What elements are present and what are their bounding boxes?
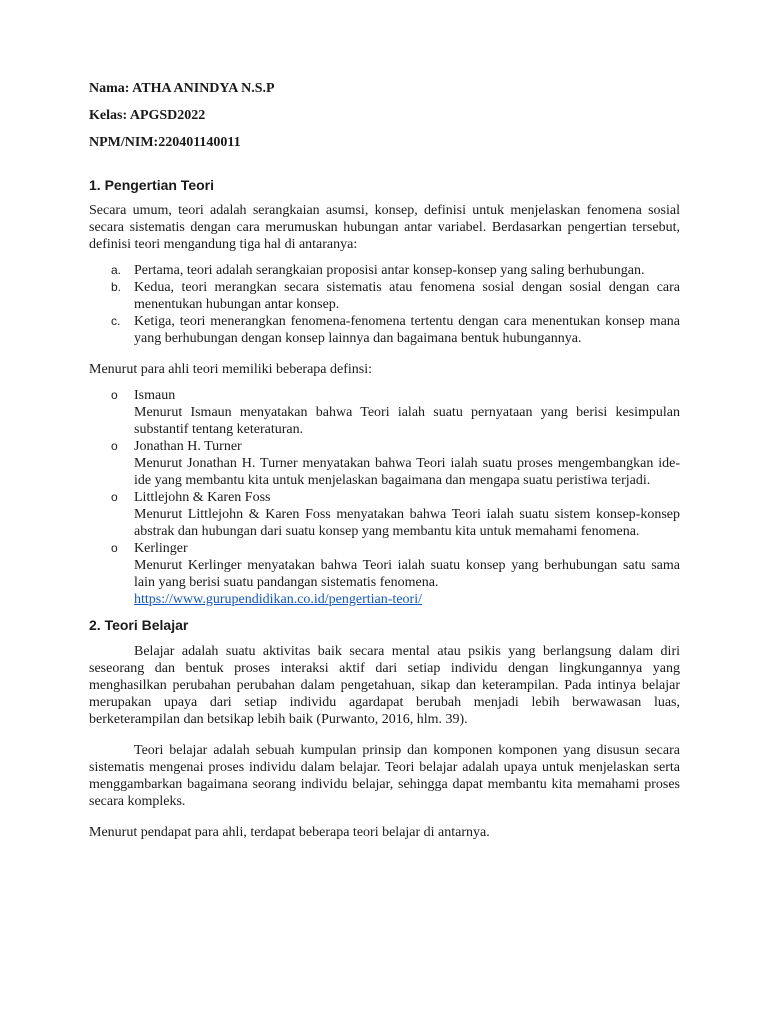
section-1-title: 1. Pengertian Teori — [89, 177, 214, 193]
document-body — [89, 80, 680, 841]
expert-definition: Menurut Ismaun menyatakan bahwa Teori ialah suatu pernyataan yang berisi kesimpulan substantif tentang keteraturan. — [134, 405, 680, 437]
student-name: Nama: ATHA ANINDYA N.S.P — [89, 81, 275, 96]
expert-name: Jonathan H. Turner — [134, 439, 242, 454]
bullet-marker: o — [111, 388, 118, 402]
expert-definition: Menurut Kerlinger menyatakan bahwa Teori ialah suatu konsep yang berhubungan satu sama lain yang berisi suatu pandangan sistematis fenomena. — [134, 558, 680, 590]
experts-intro: Menurut para ahli teori memiliki beberapa definsi: — [89, 362, 373, 377]
list-item-text: Kedua, teori merangkan secara sistematis atau fenomena sosial dengan sosial dengan cara menentukan hubungan antar konsep. — [134, 280, 680, 312]
section-2-paragraph-1: Belajar adalah suatu aktivitas baik secara mental atau psikis yang berlangsung dalam diri seseorang dan bentuk proses interaksi aktif dari setiap individu dengan lingkungannya yang menghasilkan perubahan perubahan dalam pengetahuan, sikap dan keterampilan. Pada intinya belajar merupakan upaya dari setiap individu agardapat berubah menjadi lebih berwawasan luas, berketerampilan dan betsikap lebih baik (Purwanto, 2016, hlm. 39). — [89, 644, 680, 727]
list-item-text: Ketiga, teori menerangkan fenomena-fenomena tertentu dengan cara menentukan konsep mana yang berhubungan dengan konsep lainnya dan bagaimana bentuk hubungannya. — [134, 314, 680, 346]
expert-definition: Menurut Jonathan H. Turner menyatakan bahwa Teori ialah suatu proses mengembangkan ide-ide yang membantu kita untuk menjelaskan bagaimana dan mengapa suatu peristiwa terjadi. — [134, 456, 680, 488]
section-2-title: 2. Teori Belajar — [89, 617, 189, 633]
expert-item — [89, 387, 680, 438]
section-1-intro: Secara umum, teori adalah serangkaian asumsi, konsep, definisi untuk menjelaskan fenomena sosial secara sistematis dengan cara merumuskan hubungan antar variabel. Berdasarkan pengertian tersebut, definisi teori mengandung tiga hal di antaranya: — [89, 203, 680, 252]
expert-item — [89, 489, 680, 540]
bullet-marker: o — [111, 490, 118, 504]
expert-item — [89, 540, 680, 608]
expert-name: Littlejohn & Karen Foss — [134, 490, 271, 505]
student-npm: NPM/NIM:220401140011 — [89, 135, 241, 150]
expert-definition: Menurut Littlejohn & Karen Foss menyatakan bahwa Teori ialah suatu sistem konsep-konsep abstrak dan hubungan dari suatu konsep yang membantu kita untuk memahami fenomena. — [134, 507, 680, 539]
reference-link[interactable]: https://www.gurupendidikan.co.id/pengertian-teori/ — [134, 592, 422, 607]
bullet-marker: o — [111, 439, 118, 453]
experts-list — [89, 387, 680, 608]
expert-item — [89, 438, 680, 489]
list-item — [89, 262, 680, 279]
list-item-text: Pertama, teori adalah serangkaian proposisi antar konsep-konsep yang saling berhubungan. — [134, 263, 645, 278]
list-item — [89, 313, 680, 347]
list-marker: c. — [111, 314, 121, 328]
definition-list — [89, 262, 680, 347]
list-marker: a. — [111, 263, 122, 277]
section-2-paragraph-3: Menurut pendapat para ahli, terdapat beberapa teori belajar di antarnya. — [89, 825, 490, 840]
expert-name: Ismaun — [134, 388, 176, 403]
section-2-paragraph-2: Teori belajar adalah sebuah kumpulan prinsip dan komponen komponen yang disusun secara sistematis mengenai proses individu dalam belajar. Teori belajar adalah upaya untuk menjelaskan serta menggambarkan bagaimana seorang individu belajar, sehingga dapat membantu kita memahami proses secara kompleks. — [89, 743, 680, 809]
list-marker: b. — [111, 280, 122, 294]
list-item — [89, 279, 680, 313]
bullet-marker: o — [111, 541, 118, 555]
student-class: Kelas: APGSD2022 — [89, 108, 206, 123]
expert-name: Kerlinger — [134, 541, 188, 556]
